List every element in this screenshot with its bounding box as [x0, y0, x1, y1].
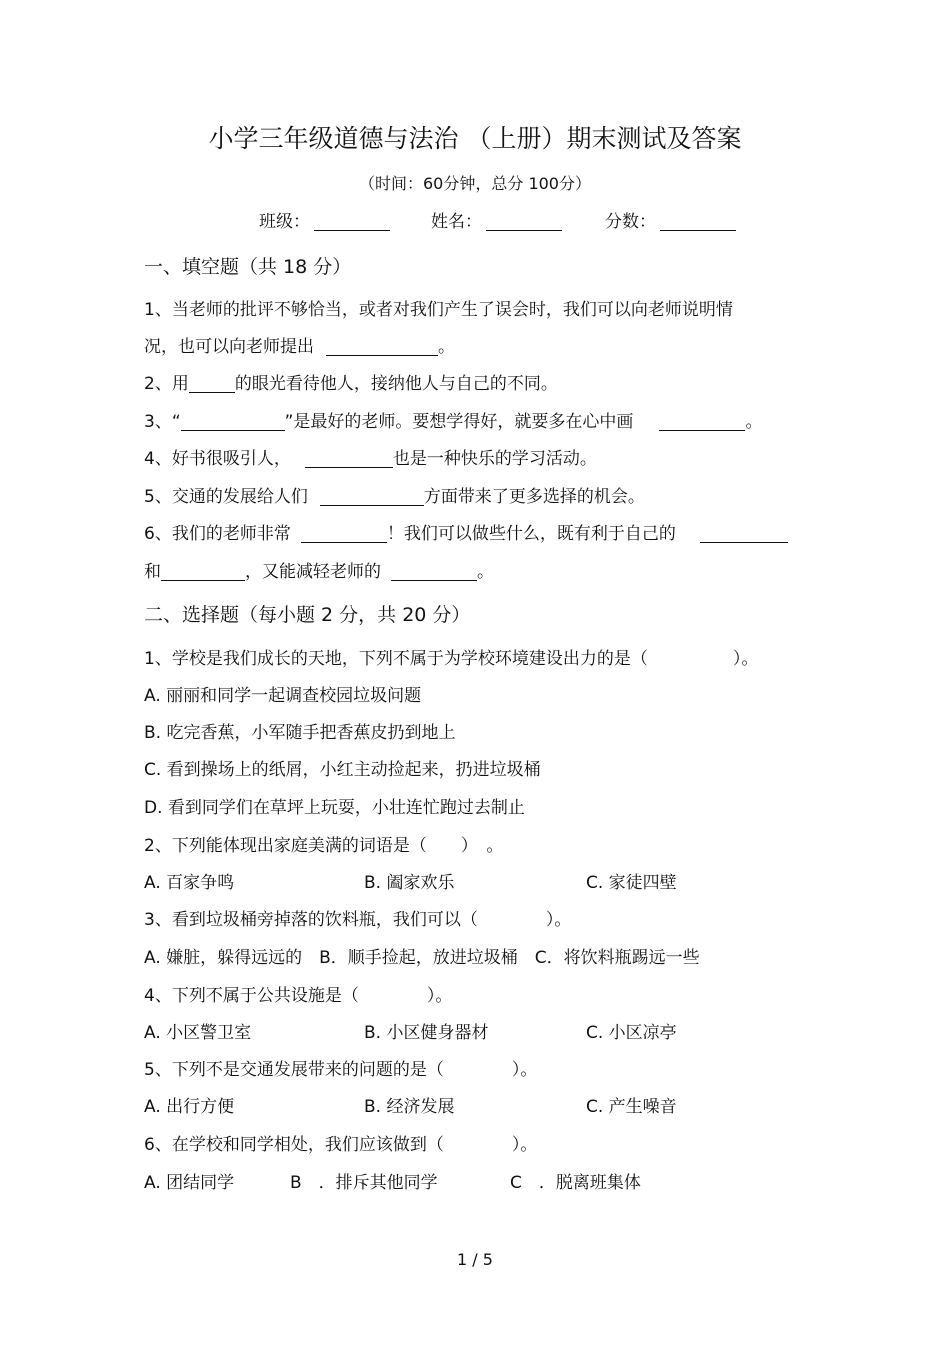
choice-option-4a: A. 小区警卫室 [144, 1023, 252, 1043]
answer-blank [700, 526, 788, 543]
answer-blank [326, 339, 438, 356]
q4-text-end: 也是一种快乐的学习活动。 [392, 449, 597, 469]
q5-text: 5、交通的发展给人们 [144, 487, 308, 507]
fill-question-2 [144, 376, 558, 393]
q4-text: 4、好书很吸引人， [144, 449, 291, 469]
answer-blank [181, 414, 285, 431]
choice-option-6b: B ．排斥其他同学 [290, 1173, 438, 1193]
fill-question-3 [144, 414, 762, 431]
choice-option-4b: B. 小区健身器材 [364, 1023, 489, 1043]
page-title: 小学三年级道德与法治 （上册）期末测试及答案 [208, 124, 742, 153]
fill-question-4 [144, 451, 597, 468]
choice-question-1: 1、学校是我们成长的天地，下列不属于为学校环境建设出力的是（ ）。 [144, 649, 759, 669]
answer-blank [320, 489, 424, 506]
name-field [431, 214, 562, 231]
q6-text: 6、我们的老师非常 [144, 524, 291, 544]
choice-option-1b: B. 吃完香蕉，小军随手把香蕉皮扔到地上 [144, 723, 456, 743]
choice-question-3: 3、看到垃圾桶旁掉落的饮料瓶，我们可以（ ）。 [144, 910, 572, 930]
answer-blank [161, 564, 245, 581]
exam-subtitle: （时间：60分钟，总分 100分） [359, 174, 591, 193]
choice-option-5c: C. 产生噪音 [586, 1097, 677, 1117]
answer-blank [189, 376, 235, 393]
answer-blank [659, 414, 745, 431]
choice-option-2a: A. 百家争鸣 [144, 873, 235, 893]
q1-end: 。 [438, 337, 455, 357]
choice-option-4c: C. 小区凉亭 [586, 1023, 677, 1043]
fill-question-6b [144, 564, 494, 581]
section2-heading: 二、选择题（每小题 2 分，共 20 分） [144, 604, 471, 626]
choice-question-2: 2、下列能体现出家庭美满的词语是（ ） 。 [144, 836, 504, 856]
fill-question-6a [144, 526, 788, 543]
q6-text-mid: ！我们可以做些什么，既有利于自己的 [386, 524, 676, 544]
answer-blank [301, 526, 387, 543]
fill-question-1a: 1、当老师的批评不够恰当，或者对我们产生了误会时，我们可以向老师说明情 [144, 300, 733, 320]
choice-question-5: 5、下列不是交通发展带来的问题的是（ ）。 [144, 1060, 538, 1080]
choice-option-1c: C. 看到操场上的纸屑，小红主动捡起来，扔进垃圾桶 [144, 760, 541, 780]
choice-option-6c: C ．脱离班集体 [510, 1173, 641, 1193]
name-label: 姓名： [431, 212, 482, 232]
q3-end: 。 [745, 412, 763, 432]
q3-text-mid: ”是最好的老师。要想学得好，就要多在心中画 [284, 412, 634, 432]
choice-option-2b: B. 阖家欢乐 [364, 873, 455, 893]
score-label: 分数： [605, 212, 656, 232]
score-blank [660, 215, 736, 231]
q6b-text-mid: ，又能减轻老师的 [245, 562, 381, 582]
q2-text: 2、用 [144, 374, 189, 394]
choice-question-4: 4、下列不属于公共设施是（ ）。 [144, 986, 453, 1006]
choice-option-1d: D. 看到同学们在草坪上玩耍，小壮连忙跑过去制止 [144, 798, 525, 818]
class-field [259, 214, 390, 231]
choice-option-5a: A. 出行方便 [144, 1097, 235, 1117]
section1-heading: 一、填空题（共 18 分） [144, 256, 352, 278]
q1-text: 况，也可以向老师提出 [144, 337, 314, 357]
answer-blank [305, 451, 393, 468]
q3-text: 3、“ [144, 412, 181, 432]
choice-option-2c: C. 家徒四壁 [586, 873, 677, 893]
answer-blank [391, 564, 477, 581]
class-label: 班级： [259, 212, 310, 232]
q6b-text: 和 [144, 562, 161, 582]
choice-options-3: A. 嫌脏，躲得远远的 B．顺手捡起，放进垃圾桶 C．将饮料瓶踢远一些 [144, 948, 700, 968]
page-number: 1 / 5 [457, 1250, 493, 1269]
name-blank [486, 215, 562, 231]
q5-text-end: 方面带来了更多选择的机会。 [423, 487, 645, 507]
choice-option-1a: A. 丽丽和同学一起调查校园垃圾问题 [144, 686, 422, 706]
choice-question-6: 6、在学校和同学相处，我们应该做到（ ）。 [144, 1135, 538, 1155]
choice-option-6a: A. 团结同学 [144, 1173, 235, 1193]
choice-option-5b: B. 经济发展 [364, 1097, 455, 1117]
class-blank [314, 215, 390, 231]
q6b-end: 。 [477, 562, 494, 582]
q2-text-end: 的眼光看待他人，接纳他人与自己的不同。 [234, 374, 558, 394]
fill-question-5 [144, 489, 645, 506]
fill-question-1b [144, 339, 455, 356]
score-field [605, 214, 736, 231]
